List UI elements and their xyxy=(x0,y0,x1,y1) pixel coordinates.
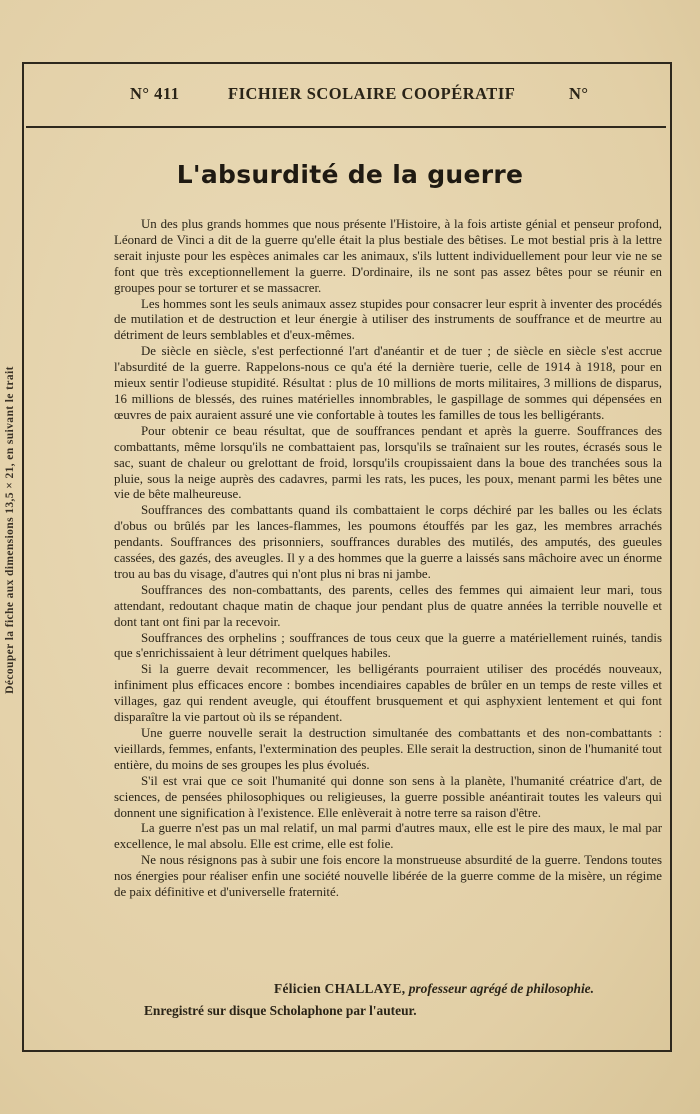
document-title: L'absurdité de la guerre xyxy=(176,160,524,189)
paragraph: Ne nous résignons pas à subir une fois encore la monstrueuse absurdité de la guerre. Tendons toutes nos énergies pour réaliser enfin une société nouvelle libérée de la guerre comme de la misère, un régime de paix définitive et d'universelle fraternité. xyxy=(114,853,662,900)
cut-instruction xyxy=(0,320,22,740)
document-body xyxy=(114,217,662,901)
paragraph: S'il est vrai que ce soit l'humanité qui donne son sens à la planète, l'humanité créatrice d'art, de sciences, de pensées philosophiques ou religieuses, la guerre possible anéantirait toutes les valeurs qui donnent une signification à l'existence. Elle enlèverait à notre terre sa raison d'être. xyxy=(114,773,662,820)
paragraph: Pour obtenir ce beau résultat, que de souffrances pendant et après la guerre. Souffrances des combattants, même lorsqu'ils ne combattaient pas, lorsqu'ils se traînaient sur les routes, écrasés sous le sac, suant de chaleur ou grelottant de froid, lorsqu'ils croupissaient dans la boue des tranchées sous la pluie, sous la neige auprès des cadavres, parmi les rats, les puces, les poux, menant parmi les bêtes une vie de bête malheureuse. xyxy=(114,423,662,502)
card-number: N° 411 xyxy=(130,84,180,103)
paragraph: Un des plus grands hommes que nous présente l'Histoire, à la fois artiste génial et penseur profond, Léonard de Vinci a dit de la guerre qu'elle était la plus bestiale des bêtises. Le mot bestial pris à la lettre serait injuste pour les espèces animales car les animaux, s'ils luttent individuellement pour leur vie ne se font que très exceptionnellement la guerre. D'ordinaire, ils ne sont pas assez bêtes pour se réunir en groupes pour se torturer et se massacrer. xyxy=(114,217,662,295)
paragraph: Une guerre nouvelle serait la destruction simultanée des combattants et des non-combattants : vieillards, femmes, enfants, l'extermination des peuples. Elle serait la destruction, sinon de l'humanité tout entière, du moins de ses groupes les plus évolués. xyxy=(114,726,662,772)
card-number-label: N° xyxy=(569,84,589,103)
paragraph: Si la guerre devait recommencer, les belligérants pourraient utiliser des procédés nouveaux, infiniment plus efficaces encore : bombes incendiaires capables de brûler en un temps de reste villes et villages, gaz qui rendent aveugle, qui étouffent brusquement et qui asphyxient lentement et qui font disparaître la vie partout où ils se répandent. xyxy=(114,662,662,725)
paragraph: De siècle en siècle, s'est perfectionné l'art d'anéantir et de tuer ; de siècle en siècle s'est accrue l'absurdité de la guerre. Rappelons-nous ce qu'a été la dernière tuerie, celle de 1914 à 1918, pour en mieux sentir l'odieuse stupidité. Résultat : plus de 10 millions de morts militaires, 3 millions de disparus, 16 millions de blessés, des ruines matérielles innombrables, le gaspillage de sommes qui dépensées en œuvres de paix auraient assuré une vie confortable à toutes les familles de tous les belligérants. xyxy=(114,344,662,422)
paragraph: Souffrances des combattants quand ils combattaient le corps déchiré par les balles ou les éclats d'obus ou brûlés par les lances-flammes, les poumons étouffés par les gaz, les membres arrachés pendants. Souffrances des prisonniers, souffrances durables des mutilés, des amputés, des gueules cassées, des gazés, des aveugles. Il y a des hommes que la guerre a laissés sans mâchoire avec un énorme trou au bas du visage, d'autres qui n'ont plus ni bras ni jambe. xyxy=(114,503,662,581)
paragraph: Les hommes sont les seuls animaux assez stupides pour consacrer leur esprit à inventer des procédés de mutilation et de destruction et leur énergie à utiliser des instruments de souffrance et de meurtre au détriment de leurs semblables et d'eux-mêmes. xyxy=(114,296,662,343)
paragraph: Souffrances des orphelins ; souffrances de tous ceux que la guerre a matériellement ruinés, tandis que s'enrichissaient à leur détriment quelques habiles. xyxy=(114,630,662,661)
author-role: professeur agrégé de philosophie. xyxy=(408,981,594,996)
author-name: Félicien CHALLAYE, xyxy=(274,981,406,996)
author-signature xyxy=(274,981,674,997)
card-series-title: FICHIER SCOLAIRE COOPÉRATIF xyxy=(228,84,516,103)
cut-instruction-text: Découper la fiche aux dimensions 13,5 × 21, en suivant le trait xyxy=(4,366,17,694)
header-divider xyxy=(26,126,666,128)
paragraph: La guerre n'est pas un mal relatif, un mal parmi d'autres maux, elle est le pire des maux, le mal par excellence, le mal absolu. Elle est crime, elle est folie. xyxy=(114,821,662,852)
paragraph: Souffrances des non-combattants, des parents, celles des femmes qui aimaient leur mari, tous attendant, redoutant chaque matin de chaque jour pendant plus de quatre années la terrible nouvelle et dont tant ont fini par la recevoir. xyxy=(114,582,662,629)
recording-note: Enregistré sur disque Scholaphone par l'auteur. xyxy=(144,1003,417,1018)
